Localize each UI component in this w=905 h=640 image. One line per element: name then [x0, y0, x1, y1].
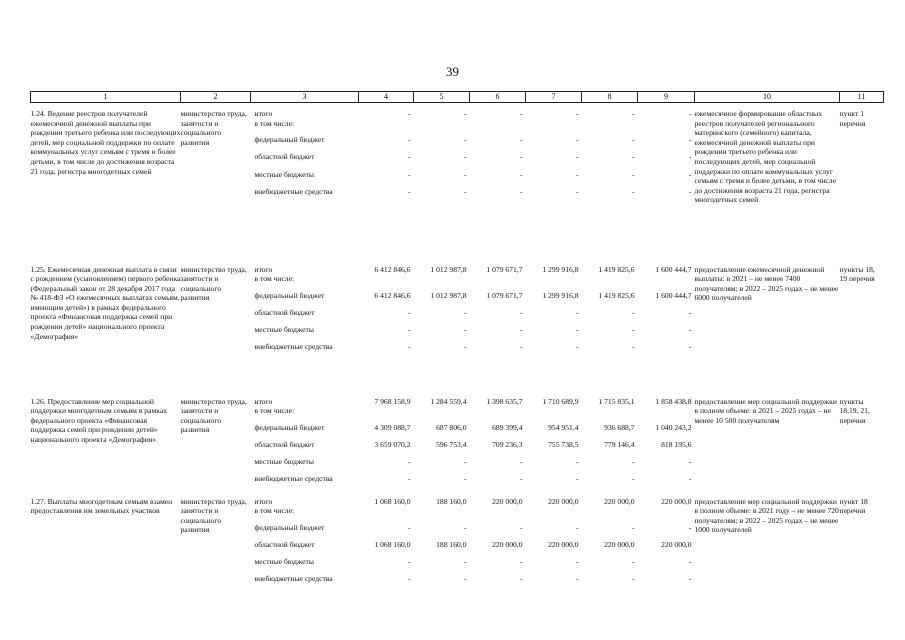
funding-source-label: внебюджетные средства [254, 574, 333, 584]
year-values [359, 491, 414, 587]
year-values [470, 257, 526, 391]
amount-value: - [407, 307, 411, 317]
amount-value: - [463, 522, 467, 532]
amount-value: 954 951,4 [548, 422, 579, 432]
amount-value: - [407, 557, 411, 567]
amount-value: - [519, 574, 523, 584]
amount-value: 596 753,4 [436, 439, 467, 449]
amount-value: - [688, 135, 692, 145]
year-values [582, 491, 638, 587]
year-values [638, 257, 695, 391]
executor: министерство труда, занятости и социального развития [180, 109, 247, 147]
amount-value: - [463, 474, 467, 484]
year-values [526, 257, 582, 391]
list-clause: пункты 18,19, 21, перечня [839, 396, 870, 425]
amount-value: - [407, 135, 411, 145]
amount-value: - [407, 152, 411, 162]
amount-value: 188 160,0 [436, 496, 467, 506]
amount-value: 1 419 825,6 [598, 264, 635, 274]
funding-sources [251, 257, 359, 391]
amount-value: - [631, 574, 635, 584]
list-clause: пункты 18, 19 перечня [839, 264, 875, 284]
amount-value: - [463, 574, 467, 584]
amount-value: - [407, 522, 411, 532]
amount-value: 1 299 916,8 [542, 264, 579, 274]
amount-value: - [463, 307, 467, 317]
funding-source-label: внебюджетные средства [254, 186, 333, 196]
amount-value: - [575, 325, 579, 335]
amount-value: - [463, 135, 467, 145]
amount-value: - [519, 169, 523, 179]
year-values [526, 103, 582, 257]
year-values [470, 391, 526, 491]
amount-value: - [575, 342, 579, 352]
expected-result: предоставление мер социальной поддержки в полном объеме: в 2021 году – не менее 720 получателям; в 2022 – 2025 годах – не менее 1000 получателей [694, 496, 839, 535]
column-header: 10 [695, 92, 840, 103]
amount-value: 1 710 689,9 [542, 396, 579, 406]
year-values [359, 391, 414, 491]
measure-description: 1.27. Выплаты многодетным семьям взамен предоставления им земельных участков [30, 496, 173, 516]
amount-value: - [631, 152, 635, 162]
funding-sources [251, 491, 359, 587]
amount-value: - [519, 342, 523, 352]
column-header: 5 [414, 92, 470, 103]
amount-value: 6 412 846,6 [374, 290, 411, 300]
amount-value: - [407, 342, 411, 352]
amount-value: - [688, 574, 692, 584]
column-header: 3 [251, 92, 359, 103]
amount-value: 1 068 160,0 [374, 496, 411, 506]
amount-value: - [575, 307, 579, 317]
amount-value: - [463, 109, 467, 118]
amount-value: - [575, 135, 579, 145]
amount-value: 818 195,6 [661, 439, 692, 449]
amount-value: - [407, 574, 411, 584]
executor: министерство труда, занятости и социального развития [180, 264, 247, 303]
amount-value: 1 079 671,7 [486, 264, 523, 274]
amount-value: - [407, 474, 411, 484]
funding-source-label: местные бюджеты [254, 325, 314, 335]
amount-value: - [688, 152, 692, 162]
amount-value: 220 000,0 [661, 496, 692, 506]
amount-value: 220 000,0 [548, 496, 579, 506]
amount-value: - [519, 325, 523, 335]
year-values [638, 491, 695, 587]
amount-value: 1 299 916,8 [542, 290, 579, 300]
amount-value: - [631, 186, 635, 196]
amount-value: - [688, 186, 692, 196]
year-values [582, 391, 638, 491]
amount-value: - [631, 307, 635, 317]
year-values [414, 491, 470, 587]
executor: министерство труда, занятости и социального развития [180, 496, 247, 535]
amount-value: - [407, 457, 411, 467]
amount-value: - [575, 109, 579, 118]
amount-value: 1 079 671,7 [486, 290, 523, 300]
year-values [359, 103, 414, 257]
amount-value: - [631, 457, 635, 467]
amount-value: 220 000,0 [492, 539, 523, 549]
amount-value: - [519, 522, 523, 532]
header-row [31, 92, 884, 103]
amount-value: - [519, 557, 523, 567]
amount-value: - [631, 135, 635, 145]
program-table [30, 91, 884, 587]
amount-value: 1 858 438,8 [655, 396, 692, 406]
amount-value: 220 000,0 [661, 539, 692, 549]
funding-source-label: областной бюджет [254, 152, 315, 162]
column-header: 8 [582, 92, 638, 103]
amount-value: 1 012 987,8 [430, 264, 467, 274]
amount-value: - [688, 307, 692, 317]
amount-value: - [519, 109, 523, 118]
amount-value: 1 600 444,7 [655, 264, 692, 274]
amount-value: 1 068 160,0 [374, 539, 411, 549]
year-values [638, 391, 695, 491]
amount-value: 3 659 070,2 [374, 439, 411, 449]
amount-value: - [575, 169, 579, 179]
amount-value: - [575, 557, 579, 567]
funding-source-label: итого [254, 496, 273, 506]
amount-value: - [631, 342, 635, 352]
amount-value: 755 738,5 [548, 439, 579, 449]
amount-value: 220 000,0 [492, 496, 523, 506]
amount-value: - [575, 474, 579, 484]
amount-value: 4 309 088,7 [374, 422, 411, 432]
funding-source-label: областной бюджет [254, 439, 315, 449]
funding-source-label: областной бюджет [254, 307, 315, 317]
amount-value: - [407, 186, 411, 196]
column-header: 9 [638, 92, 695, 103]
amount-value: - [631, 169, 635, 179]
amount-value: 188 160,0 [436, 539, 467, 549]
amount-value: - [519, 474, 523, 484]
table-row [31, 257, 884, 391]
year-values [526, 491, 582, 587]
measure-description: 1.26. Предоставление мер социальной поддержки многодетным семьям в рамках федерального проекта «Финансовая поддержка семей при рождении детей» национального проекта «Демография» [30, 396, 168, 444]
column-header: 11 [840, 92, 884, 103]
amount-value: - [463, 325, 467, 335]
funding-source-label: федеральный бюджет [254, 290, 325, 300]
amount-value: 1 012 987,8 [430, 290, 467, 300]
amount-value: 220 000,0 [604, 539, 635, 549]
year-values [582, 103, 638, 257]
funding-source-label: внебюджетные средства [254, 474, 333, 484]
amount-value: - [575, 522, 579, 532]
funding-source-label: федеральный бюджет [254, 522, 325, 532]
amount-value: 1 040 243,2 [655, 422, 692, 432]
amount-value: - [463, 186, 467, 196]
amount-value: 1 600 444,7 [655, 290, 692, 300]
amount-value: - [463, 457, 467, 467]
year-values [638, 103, 695, 257]
funding-source-label: местные бюджеты [254, 457, 314, 467]
year-values [470, 103, 526, 257]
amount-value: 1 284 559,4 [430, 396, 467, 406]
year-values [526, 391, 582, 491]
funding-source-label: в том числе: [254, 118, 295, 128]
amount-value: - [519, 152, 523, 162]
expected-result: предоставление ежемесячной денежной выплаты: в 2021 – не менее 7400 получателям; в 2022 – 2025 годах – не менее 6000 получателей [694, 264, 839, 303]
executor: министерство труда, занятости и социального развития [180, 396, 247, 435]
amount-value: - [463, 342, 467, 352]
amount-value: 689 399,4 [492, 422, 523, 432]
year-values [359, 257, 414, 391]
amount-value: - [519, 307, 523, 317]
amount-value: - [575, 152, 579, 162]
amount-value: - [463, 152, 467, 162]
funding-source-label: итого [254, 109, 273, 118]
funding-source-label: итого [254, 264, 273, 274]
year-values [582, 257, 638, 391]
amount-value: - [688, 169, 692, 179]
column-header: 6 [470, 92, 526, 103]
amount-value: 779 146,4 [604, 439, 635, 449]
amount-value: - [631, 325, 635, 335]
funding-source-label: местные бюджеты [254, 557, 314, 567]
funding-source-label: федеральный бюджет [254, 422, 325, 432]
amount-value: 687 806,0 [436, 422, 467, 432]
amount-value: 7 968 158,9 [374, 396, 411, 406]
funding-sources [251, 391, 359, 491]
amount-value: - [631, 109, 635, 118]
amount-value: - [575, 457, 579, 467]
table-row [31, 491, 884, 587]
amount-value: - [407, 109, 411, 118]
amount-value: - [631, 522, 635, 532]
expected-result: предоставление мер социальной поддержки в полном объеме: в 2021 – 2025 годах – не менее 10 500 получателям [694, 396, 837, 425]
column-header: 1 [31, 92, 181, 103]
amount-value: - [463, 557, 467, 567]
amount-value: - [688, 557, 692, 567]
year-values [470, 491, 526, 587]
funding-source-label: федеральный бюджет [254, 135, 325, 145]
amount-value: - [407, 325, 411, 335]
measure-description: 1.24. Ведение реестров получателей ежемесячной денежной выплаты при рождении третьего ребенка или последующих детей, мер социальной поддержки по оплате коммунальных услуг семьям с тремя и более детьми, в том числе до достижения возраста 21 года, регистра многодетных семей [30, 109, 181, 176]
amount-value: 1 715 835,1 [598, 396, 635, 406]
year-values [414, 391, 470, 491]
amount-value: 709 236,3 [492, 439, 523, 449]
amount-value: 220 000,0 [604, 496, 635, 506]
funding-source-label: внебюджетные средства [254, 342, 333, 352]
year-values [414, 103, 470, 257]
amount-value: - [688, 342, 692, 352]
expected-result: ежемесячное формирование областных реестров получателей регионального материнского (семейного) капитала, ежемесячной денежной выплаты при рождении третьего ребенка или последующих детей, мер социальной поддержки по оплате коммунальных услуг семьям с тремя и более детьми, в том числе до достижения возраста 21 года, регистра многодетных семей [694, 109, 836, 205]
amount-value: - [575, 186, 579, 196]
year-values [414, 257, 470, 391]
amount-value: - [688, 474, 692, 484]
list-clause: пункт 18 перечня [839, 496, 868, 516]
amount-value: - [575, 574, 579, 584]
amount-value: - [688, 457, 692, 467]
funding-source-label: в том числе: [254, 506, 295, 516]
funding-sources [251, 103, 359, 257]
amount-value: 220 000,0 [548, 539, 579, 549]
amount-value: - [688, 109, 692, 118]
measure-description: 1.25. Ежемесячная денежная выплата в связи с рождением (усыновлением) первого ребенка (Федеральный закон от 28 декабря 2017 года № 418-ФЗ «О ежемесячных выплатах семьям, имеющим детей») в рамках федерального проекта «Финансовая поддержка семей при рождении детей» национального проекта «Демография» [30, 264, 181, 341]
funding-source-label: областной бюджет [254, 539, 315, 549]
funding-source-label: в том числе: [254, 274, 295, 284]
amount-value: - [519, 135, 523, 145]
funding-source-label: итого [254, 396, 273, 406]
amount-value: - [519, 186, 523, 196]
amount-value: - [463, 169, 467, 179]
amount-value: - [407, 169, 411, 179]
amount-value: 1 419 825,6 [598, 290, 635, 300]
page-number: 39 [446, 64, 459, 79]
list-clause: пункт 1 перечня [839, 109, 866, 128]
amount-value: - [519, 457, 523, 467]
column-header: 4 [359, 92, 414, 103]
amount-value: 1 398 635,7 [486, 396, 523, 406]
column-header: 7 [526, 92, 582, 103]
funding-source-label: местные бюджеты [254, 169, 314, 179]
amount-value: - [631, 557, 635, 567]
column-header: 2 [181, 92, 251, 103]
amount-value: - [688, 325, 692, 335]
funding-source-label: в том числе: [254, 406, 295, 416]
amount-value: - [631, 474, 635, 484]
table-row [31, 103, 884, 257]
table-row [31, 391, 884, 491]
amount-value: - [688, 522, 692, 532]
amount-value: 936 688,7 [604, 422, 635, 432]
amount-value: 6 412 846,6 [374, 264, 411, 274]
